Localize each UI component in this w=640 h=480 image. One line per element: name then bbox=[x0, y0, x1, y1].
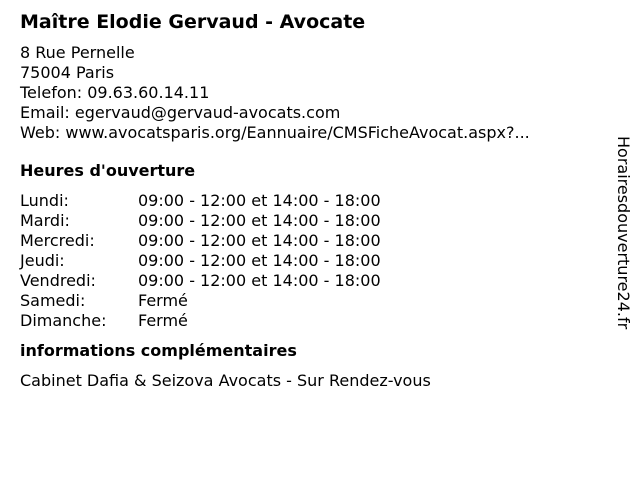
hours-row bbox=[20, 271, 610, 291]
additional-info-heading: informations complémentaires bbox=[20, 341, 297, 360]
hours-value: Fermé bbox=[138, 311, 188, 330]
day-label: Lundi: bbox=[20, 191, 69, 210]
day-label: Jeudi: bbox=[20, 251, 65, 270]
hours-row bbox=[20, 311, 610, 331]
hours-value: Fermé bbox=[138, 291, 188, 310]
hours-value: 09:00 - 12:00 et 14:00 - 18:00 bbox=[138, 211, 381, 230]
day-label: Samedi: bbox=[20, 291, 86, 310]
hours-row bbox=[20, 251, 610, 271]
day-label: Vendredi: bbox=[20, 271, 96, 290]
city-address: 75004 Paris bbox=[20, 63, 115, 82]
hours-value: 09:00 - 12:00 et 14:00 - 18:00 bbox=[138, 271, 381, 290]
opening-hours-table bbox=[20, 191, 610, 331]
opening-hours-heading: Heures d'ouverture bbox=[20, 161, 196, 180]
hours-value: 09:00 - 12:00 et 14:00 - 18:00 bbox=[138, 191, 381, 210]
day-label: Dimanche: bbox=[20, 311, 107, 330]
phone-number: Telefon: 09.63.60.14.11 bbox=[20, 83, 210, 102]
additional-info-text: Cabinet Dafia & Seizova Avocats - Sur Rendez-vous bbox=[20, 371, 431, 390]
hours-value: 09:00 - 12:00 et 14:00 - 18:00 bbox=[138, 231, 381, 250]
site-watermark: Horairesdouverture24.fr bbox=[614, 136, 633, 330]
website-link: Web: www.avocatsparis.org/Eannuaire/CMSFicheAvocat.aspx?... bbox=[20, 123, 530, 142]
hours-row bbox=[20, 231, 610, 251]
street-address: 8 Rue Pernelle bbox=[20, 43, 135, 62]
hours-value: 09:00 - 12:00 et 14:00 - 18:00 bbox=[138, 251, 381, 270]
business-card bbox=[20, 10, 610, 391]
day-label: Mardi: bbox=[20, 211, 70, 230]
email-address: Email: egervaud@gervaud-avocats.com bbox=[20, 103, 341, 122]
day-label: Mercredi: bbox=[20, 231, 95, 250]
hours-row bbox=[20, 211, 610, 231]
hours-row bbox=[20, 291, 610, 311]
hours-row bbox=[20, 191, 610, 211]
page-title: Maître Elodie Gervaud - Avocate bbox=[20, 11, 366, 33]
